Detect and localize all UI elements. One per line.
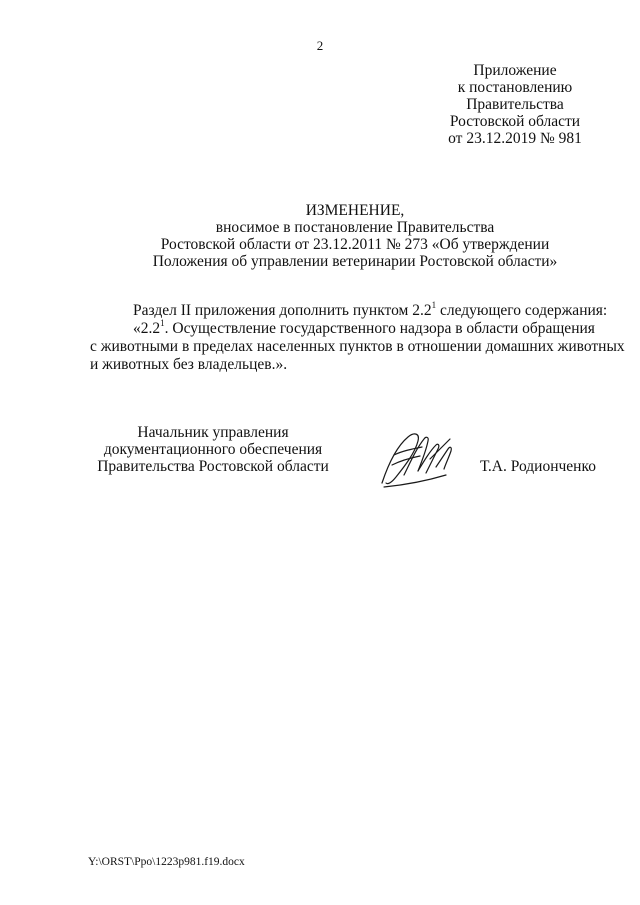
title-line: Положения об управлении ветеринарии Ростовской области» bbox=[152, 253, 558, 270]
document-body bbox=[90, 299, 625, 374]
signer-position bbox=[88, 424, 338, 475]
appendix-line: от 23.12.2019 № 981 bbox=[448, 130, 582, 147]
appendix-line: Правительства bbox=[466, 96, 564, 113]
title-line: вносимое в постановление Правительства bbox=[215, 219, 495, 236]
title-heading: ИЗМЕНЕНИЕ, bbox=[305, 202, 405, 219]
appendix-header bbox=[430, 62, 600, 147]
superscript: 1 bbox=[160, 317, 165, 328]
file-path-footer: Y:\ORST\Ppo\1223p981.f19.docx bbox=[88, 856, 245, 868]
appendix-line: Приложение bbox=[473, 62, 557, 79]
handwritten-signature bbox=[374, 425, 464, 495]
body-text-span: . Осуществление государственного надзора в области обращения bbox=[164, 320, 595, 337]
appendix-line: Ростовской области bbox=[449, 113, 581, 130]
superscript: 1 bbox=[431, 299, 437, 310]
signer-line: документационного обеспечения bbox=[103, 441, 323, 458]
signer-name: Т.А. Родионченко bbox=[480, 458, 596, 475]
body-text-span: «2.2 bbox=[133, 320, 161, 337]
body-paragraph-1 bbox=[90, 299, 610, 320]
body-text-span: следующего содержания: bbox=[436, 302, 608, 319]
signer-line: Начальник управления bbox=[137, 424, 289, 441]
body-paragraph-2 bbox=[90, 317, 610, 338]
appendix-line: к постановлению bbox=[457, 79, 573, 96]
body-text-span: Раздел II приложения дополнить пунктом 2.2 bbox=[133, 302, 432, 319]
body-line: и животных без владельцев.». bbox=[90, 356, 288, 373]
body-line: с животными в пределах населенных пунктов в отношении домашних животных bbox=[90, 338, 625, 355]
document-title bbox=[0, 202, 640, 270]
page-number: 2 bbox=[316, 38, 324, 53]
title-line: Ростовской области от 23.12.2011 № 273 «Об утверждении bbox=[160, 236, 550, 253]
signer-line: Правительства Ростовской области bbox=[97, 458, 329, 475]
